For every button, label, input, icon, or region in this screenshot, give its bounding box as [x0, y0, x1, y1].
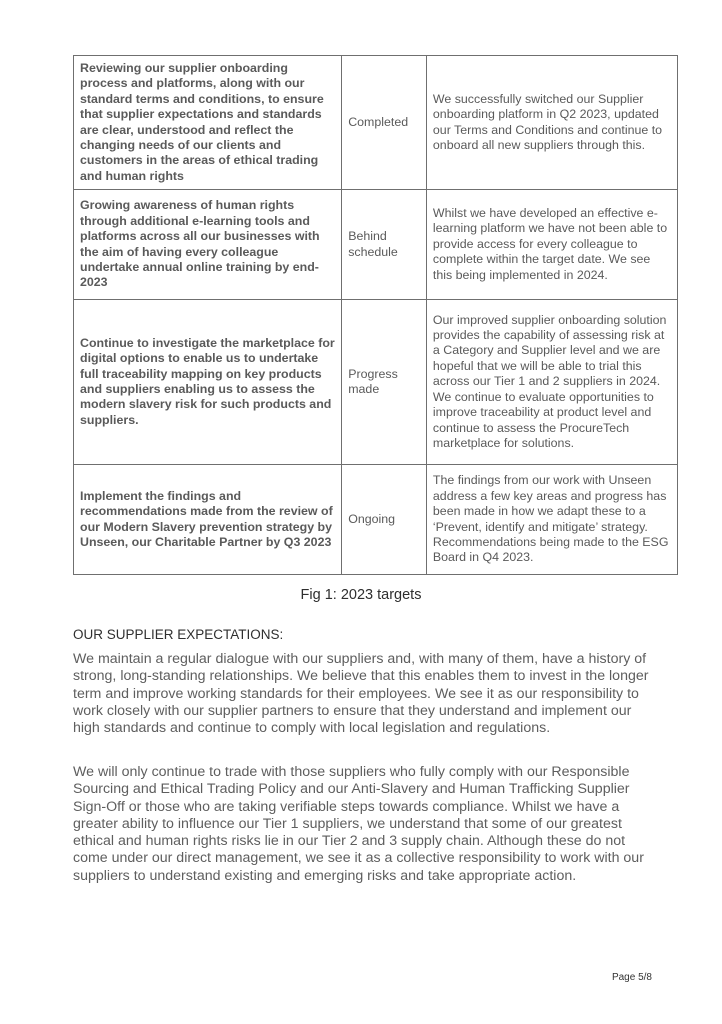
page-number: Page 5/8: [611, 972, 652, 983]
table-row: [74, 190, 678, 300]
targets-table: [73, 55, 678, 575]
status-cell: Ongoing: [342, 465, 427, 575]
progress-cell: Our improved supplier onboarding solution provides the capability of assessing risk at a Category and Supplier level and we are hopeful that we will be able to trial this across our Tier 1 and 2 suppliers in 2024. We continue to evaluate opportunities to improve traceability at product level and continue to assess the ProcureTech marketplace for solutions.: [426, 300, 677, 465]
table-row: [74, 56, 678, 190]
status-cell: Behind schedule: [342, 190, 427, 300]
body-paragraph: We will only continue to trade with those suppliers who fully comply with our Responsible Sourcing and Ethical Trading Policy and our Anti-Slavery and Human Trafficking Supplier Sign-Off or those who are taking verifiable steps towards compliance. Whilst we have a greater ability to influence our Tier 1 suppliers, we understand that some of our greatest ethical and human rights risks lie in our Tier 2 and 3 supply chain. Although these do not come under our direct management, we see it as a collective responsibility to work with our suppliers to understand existing and emerging risks and take appropriate action.: [73, 764, 644, 884]
table-row: [74, 300, 678, 465]
figure-caption: Fig 1: 2023 targets: [300, 587, 422, 603]
status-cell: Completed: [342, 56, 427, 190]
target-cell: Reviewing our supplier onboarding process and platforms, along with our standard terms and conditions, to ensure that supplier expectations and standards are clear, understood and reflect the changing needs of our clients and customers in the areas of ethical trading and human rights: [74, 56, 342, 190]
target-cell: Growing awareness of human rights through additional e-learning tools and platforms across all our businesses with the aim of having every colleague undertake annual online training by end-2023: [74, 190, 342, 300]
progress-cell: The findings from our work with Unseen address a few key areas and progress has been made in how we adapt these to a ‘Prevent, identify and mitigate’ strategy. Recommendations being made to the ESG Board in Q4 2023.: [426, 465, 677, 575]
target-cell: Implement the findings and recommendations made from the review of our Modern Slavery prevention strategy by Unseen, our Charitable Partner by Q3 2023: [74, 465, 342, 575]
section-heading: OUR SUPPLIER EXPECTATIONS:: [73, 627, 284, 642]
status-cell: Progress made: [342, 300, 427, 465]
progress-cell: We successfully switched our Supplier onboarding platform in Q2 2023, updated our Terms and Conditions and continue to onboard all new suppliers through this.: [426, 56, 677, 190]
table-row: [74, 465, 678, 575]
progress-cell: Whilst we have developed an effective e-learning platform we have not been able to provide access for every colleague to complete within the target date. We see this being implemented in 2024.: [426, 190, 677, 300]
body-paragraph: We maintain a regular dialogue with our suppliers and, with many of them, have a history of strong, long-standing relationships. We believe that this enables them to invest in the longer term and improve working standards for their employees. We see it as our responsibility to work closely with our supplier partners to ensure that they understand and implement our high standards and continue to comply with local legislation and regulations.: [73, 651, 649, 737]
target-cell: Continue to investigate the marketplace for digital options to enable us to undertake full traceability mapping on key products and suppliers enabling us to assess the modern slavery risk for such products and suppliers.: [74, 300, 342, 465]
